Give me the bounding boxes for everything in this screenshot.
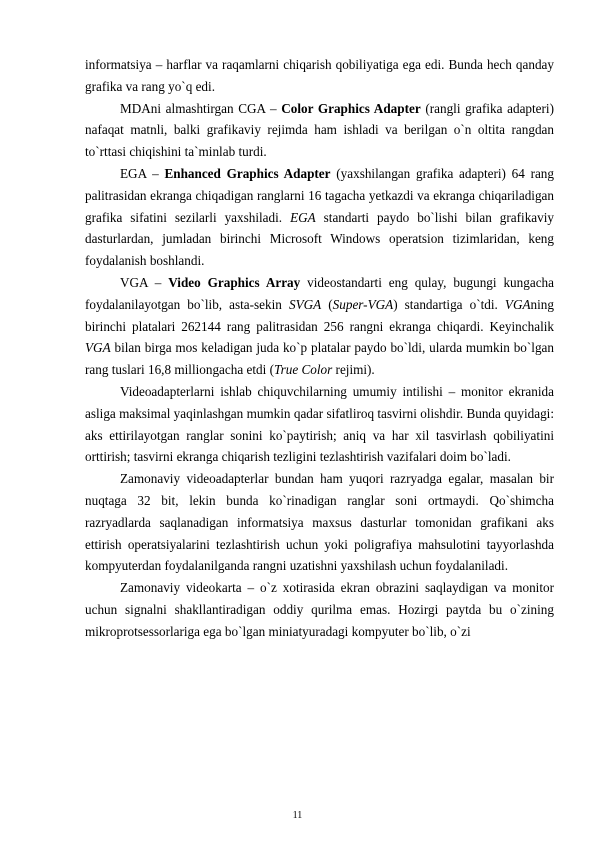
text-run: MDAni almashtirgan CGA –: [120, 100, 282, 116]
paragraph: [85, 577, 554, 642]
text-run: bilan birga mos keladigan juda ko`p platalar paydo bo`ldi, ularda mumkin bo`lgan rang tuslari 16,8 milliongacha etdi (: [85, 340, 554, 378]
italic-text: EGA: [290, 209, 316, 225]
text-run: Zamonaviy videoadapterlar bundan ham yuqori razryadga egalar, masalan bir nuqtaga 32 bit, lekin bunda ko`rinadigan ranglar soni ortmaydi. Qo`shimcha razryadlarda saqlanadigan informatsiya maxsus dasturlar tomonidan grafikani aks ettirish operatsiyalarini tezlashtirish uchun yoki poligrafiya mahsulotini tayyorlashda kompyuterdan foydalanilganda rangni uzatishni yaxshilash uchun foydalaniladi.: [85, 471, 554, 574]
text-run: rejimi).: [332, 362, 375, 378]
bold-text: Video Graphics Array: [168, 274, 301, 290]
text-run: videostandarti eng qulay, bugungi kungacha foydalanilayotgan bo`lib, asta-sekin: [85, 274, 554, 312]
text-run: Zamonaviy videokarta – o`z xotirasida ekran obrazini saqlaydigan va monitor uchun signalni shakllantiradigan oddiy qurilma emas. Hozirgi paytda bu o`zining mikroprotsessorlariga ega bo`lgan miniatyuradagi kompyuter bo`lib, o`zi: [85, 580, 554, 639]
paragraph: [85, 54, 554, 98]
text-run: (: [321, 296, 333, 312]
document-body: [85, 54, 554, 643]
italic-text: VGA: [85, 340, 111, 356]
text-run: EGA –: [120, 165, 165, 181]
italic-text: VGA: [504, 296, 531, 312]
bold-text: Color Graphics Adapter: [281, 100, 421, 116]
page-number: 11: [292, 810, 303, 821]
text-run: ning birinchi platalari 262144 rang palitrasidan 256 rangni ekranga chiqardi. Keyinchalik: [85, 296, 554, 334]
text-run: VGA –: [120, 274, 169, 290]
paragraph: [85, 98, 554, 163]
italic-text: SVGA: [288, 296, 322, 312]
text-run: standarti paydo bo`lishi bilan grafikaviy dasturlardan, jumladan birinchi Microsoft Windows operatsion tizimlaridan, keng foydalanish boshlandi.: [85, 209, 554, 269]
italic-text: True Color: [273, 362, 333, 378]
text-run: informatsiya – harflar va raqamlarni chiqarish qobiliyatiga ega edi. Bunda hech qanday grafika va rang yo`q edi.: [85, 57, 554, 94]
bold-text: Enhanced Graphics Adapter: [164, 165, 331, 181]
text-run: Videoadapterlarni ishlab chiquvchilarning umumiy intilishi – monitor ekranida asliga maksimal yaqinlashgan mumkin qadar sifatliroq tasvirni olishdir. Bunda quyidagi: aks ettirilayotgan ranglar sonini ko`paytirish; aniq va har xil tasvirlash qobiliyatini orttirish; tasvirni ekranga chiqarish tezligini tezlashtirish vazifalari doim bo`ladi.: [85, 383, 554, 465]
text-run: ) standartiga o`tdi.: [393, 296, 505, 312]
paragraph: [85, 468, 554, 577]
italic-text: Super-VGA: [332, 296, 394, 312]
paragraph: [85, 381, 554, 468]
paragraph: [85, 272, 554, 381]
text-run: (rangli grafika adapteri) nafaqat matnli, balki grafikaviy rejimda ham ishladi va berilgan o`n oltita rangdan to`rttasi chiqishini ta`minlab turdi.: [85, 100, 554, 160]
text-run: (yaxshilangan grafika adapteri) 64 rang palitrasidan ekranga chiqadigan ranglarni 16 tagacha yetkazdi va ekranga chiqariladigan grafika sifatini sezilarli yaxshiladi.: [85, 165, 554, 225]
paragraph: [85, 163, 554, 272]
